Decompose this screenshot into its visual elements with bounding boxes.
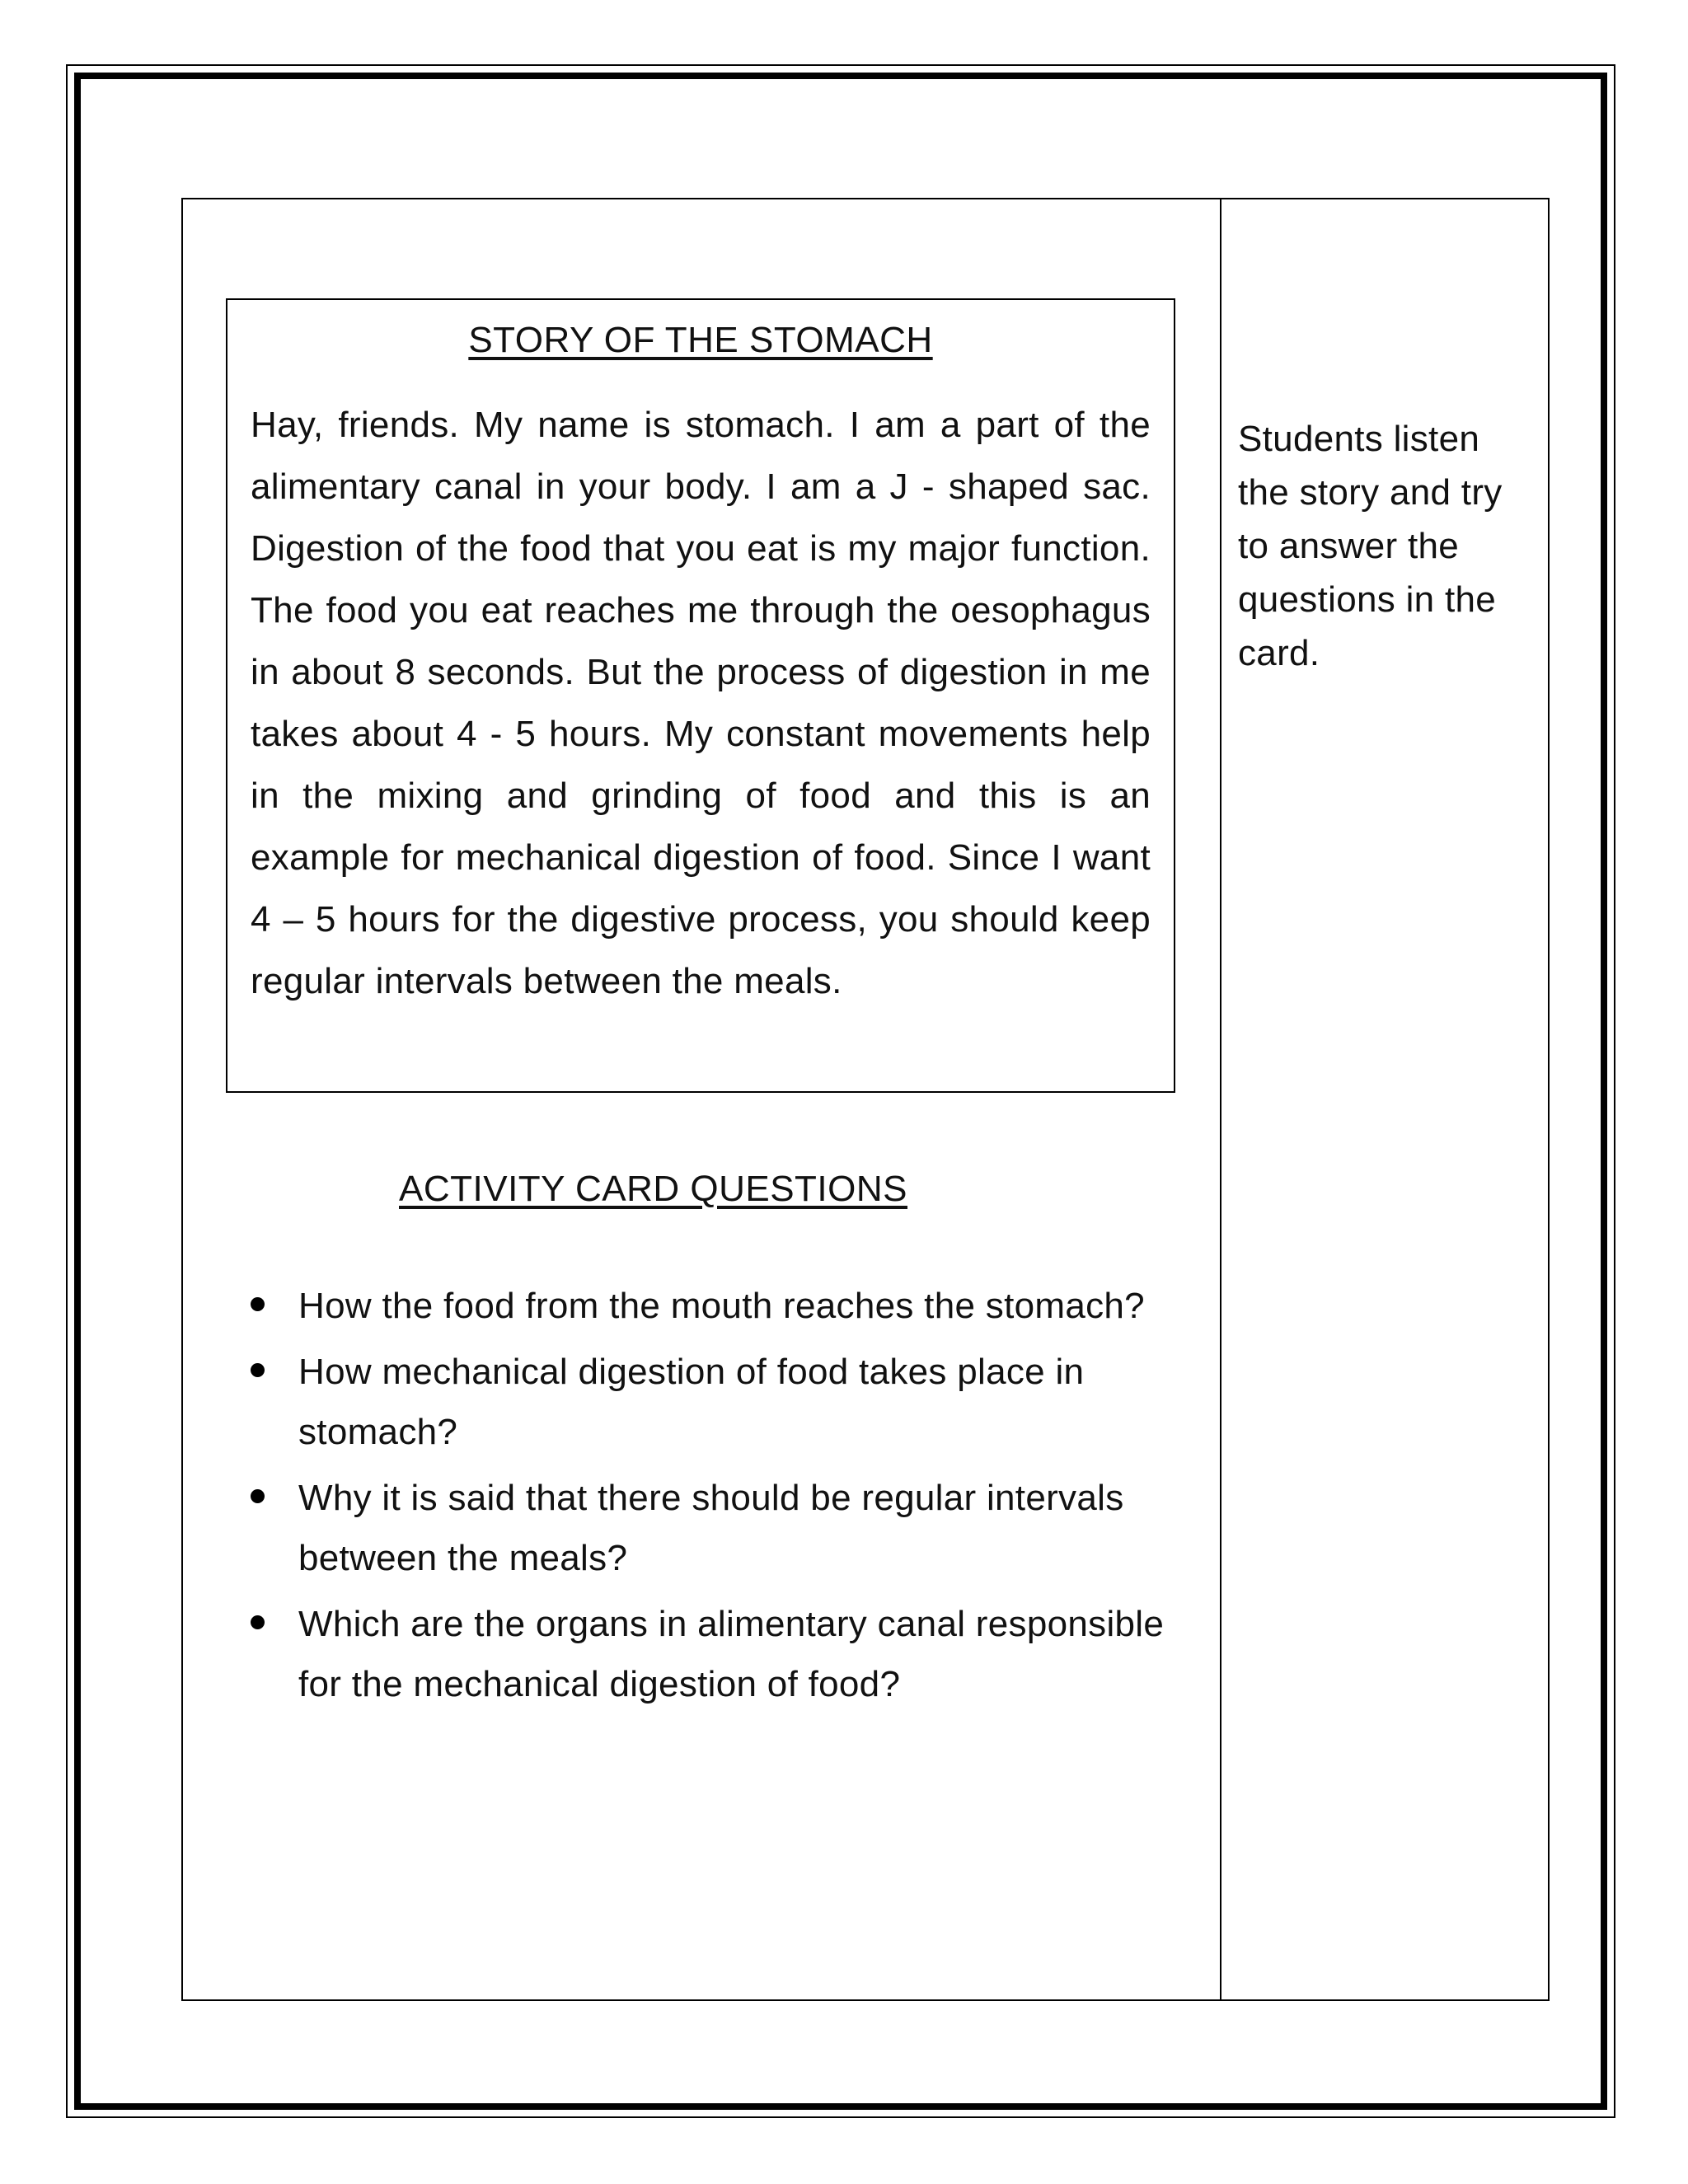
bullet-icon	[251, 1297, 265, 1311]
story-title: STORY OF THE STOMACH	[468, 320, 933, 360]
question-text: How mechanical digestion of food takes place in stomach?	[298, 1352, 1085, 1452]
story-body: Hay, friends. My name is stomach. I am a part of the alimentary canal in your body. I am a J - shaped sac. Digestion of the food that you eat is my major function. The food you eat reaches me through the oesophagus in about 8 seconds. But the process of digestion in me takes about 4 - 5 hours. My constant movements help in the mixing and grinding of food and this is an example for mechanical digestion of food. Since I want 4 – 5 hours for the digestive process, you should keep regular intervals between the meals.	[251, 405, 1151, 1001]
activity-card-title: ACTIVITY CARD QUESTIONS	[399, 1169, 907, 1209]
bullet-icon	[251, 1489, 265, 1503]
column-divider	[1220, 198, 1221, 2001]
question-item	[247, 1594, 1203, 1714]
question-text: Why it is said that there should be regular intervals between the meals?	[298, 1478, 1124, 1578]
activity-questions-list	[247, 1276, 1203, 1720]
question-text: How the food from the mouth reaches the stomach?	[298, 1286, 1145, 1326]
question-item	[247, 1468, 1203, 1588]
question-item	[247, 1342, 1203, 1462]
question-item	[247, 1276, 1203, 1336]
question-text: Which are the organs in alimentary canal responsible for the mechanical digestion of food?	[298, 1604, 1165, 1704]
story-box	[226, 298, 1175, 1093]
bullet-icon	[251, 1363, 265, 1377]
bullet-icon	[251, 1615, 265, 1629]
student-activity-note: Students listen the story and try to answer the questions in the card.	[1238, 419, 1503, 673]
